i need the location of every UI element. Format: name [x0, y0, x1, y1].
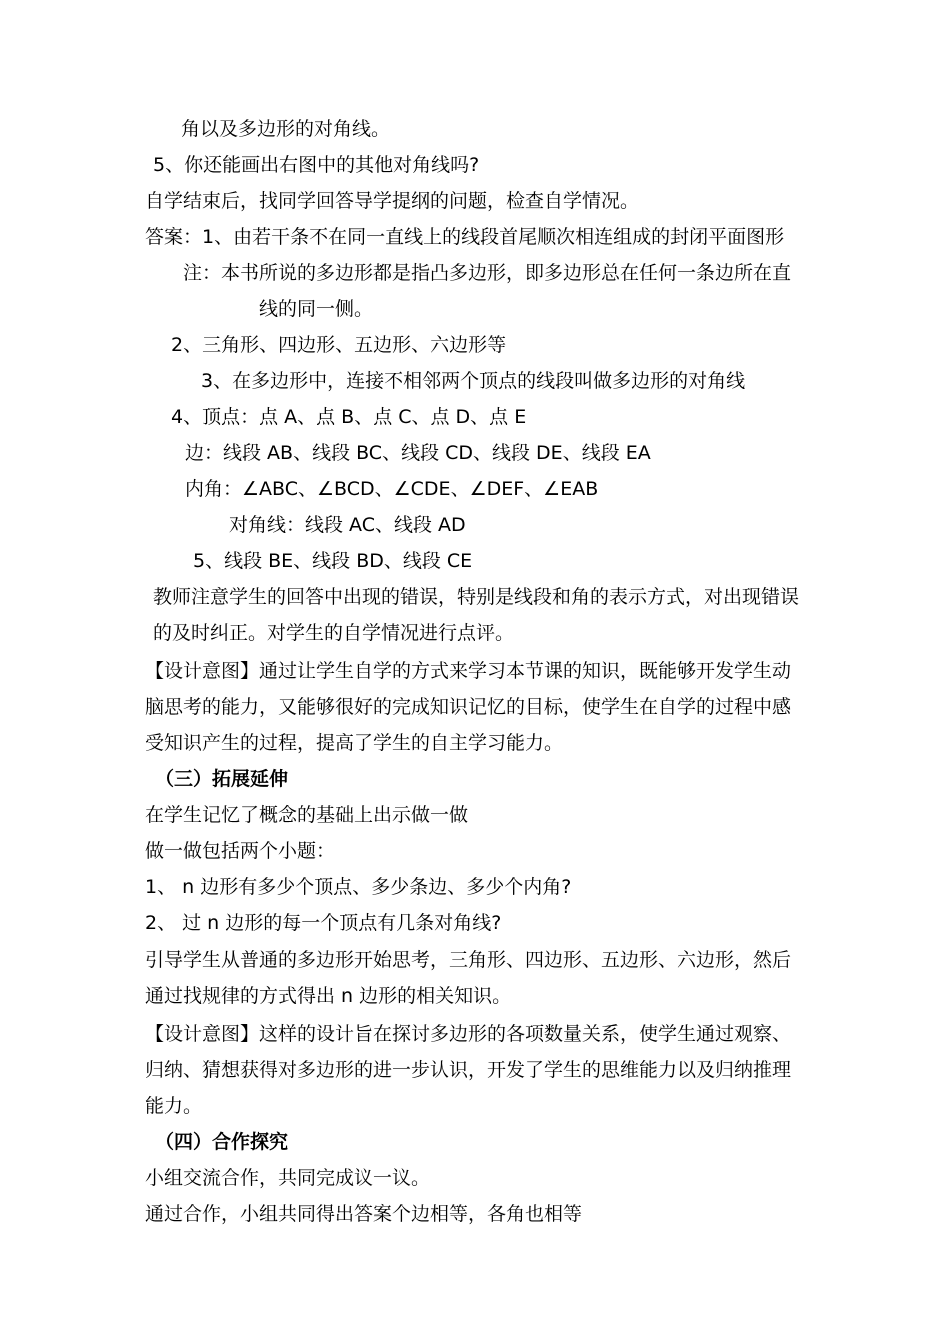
text-line: 5、线段 BE、线段 BD、线段 CE — [193, 550, 473, 572]
text-line: 【设计意图】通过让学生自学的方式来学习本节课的知识，既能够开发学生动 — [145, 660, 792, 682]
text-line: 小组交流合作，共同完成议一议。 — [145, 1167, 431, 1189]
text-line: 3、在多边形中，连接不相邻两个顶点的线段叫做多边形的对角线 — [201, 370, 746, 392]
text-line: 边：线段 AB、线段 BC、线段 CD、线段 DE、线段 EA — [185, 442, 651, 464]
text-line: 2、 过 n 边形的每一个顶点有几条对角线? — [145, 912, 502, 934]
text-line: 通过合作，小组共同得出答案个边相等，各角也相等 — [145, 1203, 583, 1225]
text-line: 能力。 — [145, 1095, 203, 1117]
text-line: 角以及多边形的对角线。 — [181, 118, 391, 140]
text-line: 归纳、猜想获得对多边形的进一步认识，开发了学生的思维能力以及归纳推理 — [145, 1059, 792, 1081]
text-line: 做一做包括两个小题： — [145, 840, 336, 862]
section-heading: （三）拓展延伸 — [155, 768, 289, 790]
text-line: 5、你还能画出右图中的其他对角线吗? — [153, 154, 480, 176]
text-line: 教师注意学生的回答中出现的错误，特别是线段和角的表示方式，对出现错误 — [153, 586, 800, 608]
section-heading: （四）合作探究 — [155, 1131, 289, 1153]
text-line: 在学生记忆了概念的基础上出示做一做 — [145, 804, 469, 826]
text-line: 的及时纠正。对学生的自学情况进行点评。 — [153, 622, 515, 644]
text-line: 引导学生从普通的多边形开始思考，三角形、四边形、五边形、六边形，然后 — [145, 949, 792, 971]
text-line: 内角：∠ABC、∠BCD、∠CDE、∠DEF、∠EAB — [185, 478, 599, 500]
text-line: 【设计意图】这样的设计旨在探讨多边形的各项数量关系，使学生通过观察、 — [145, 1023, 792, 1045]
text-line: 1、 n 边形有多少个顶点、多少条边、多少个内角? — [145, 876, 572, 898]
text-line: 脑思考的能力，又能够很好的完成知识记忆的目标，使学生在自学的过程中感 — [145, 696, 792, 718]
text-line: 受知识产生的过程，提高了学生的自主学习能力。 — [145, 732, 564, 754]
text-line: 注：本书所说的多边形都是指凸多边形，即多边形总在任何一条边所在直 — [183, 262, 792, 284]
text-line: 对角线：线段 AC、线段 AD — [229, 514, 466, 536]
text-line: 2、三角形、四边形、五边形、六边形等 — [171, 334, 507, 356]
text-line: 线的同一侧。 — [259, 298, 374, 320]
text-line: 4、顶点：点 A、点 B、点 C、点 D、点 E — [171, 406, 527, 428]
text-line: 通过找规律的方式得出 n 边形的相关知识。 — [145, 985, 512, 1007]
text-line: 答案：1、由若干条不在同一直线上的线段首尾顺次相连组成的封闭平面图形 — [145, 226, 785, 248]
text-line: 自学结束后，找同学回答导学提纲的问题，检查自学情况。 — [145, 190, 640, 212]
